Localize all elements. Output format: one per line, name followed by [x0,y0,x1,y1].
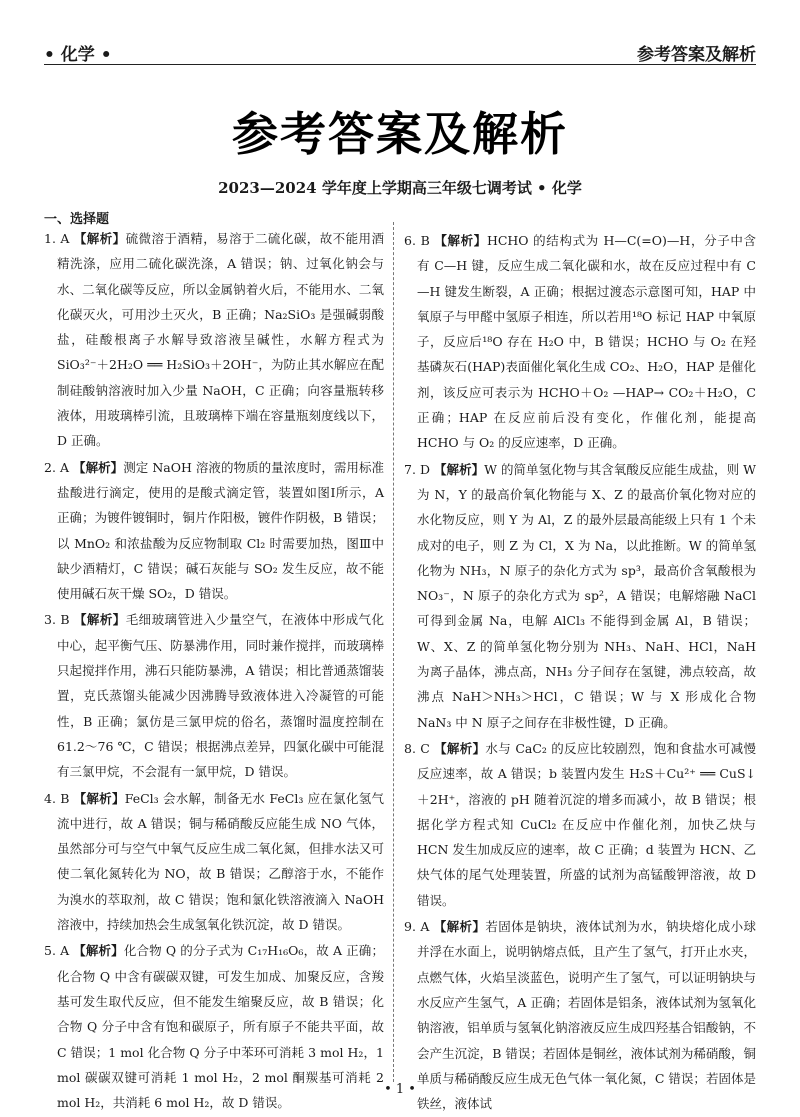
page-number: • 1 • [384,1082,416,1097]
answer-text: 水与 CaC₂ 的反应比较剧烈，饱和食盐水可减慢反应速率，故 A 错误；b 装置内发生 H₂S＋Cu²⁺ ══ CuS↓＋2H⁺，溶液的 pH 随着沉淀的增多而减小，故 B 错误；根据化学方程式知 CuCl₂ 在反应中作催化剂，加快乙炔与 HCN 发生加成反应的速率，故 C 正确；d 装置为 HCN、乙炔气体的尾气处理装置，所盛的试剂为高锰酸钾溶液，故 D 错误。 [417,740,756,908]
answer-text: FeCl₃ 会水解，制备无水 FeCl₃ 应在氯化氢气流中进行，故 A 错误；铜与稀硝酸反应能生成 NO 气体，虽然部分可与空气中氧气反应生成二氧化氮，但排水法又可使二氧化氮转化为 NO，故 B 错误；乙醇溶于水，不能作为溴水的萃取剂，故 C 错误；饱和氯化铁溶液滴入 NaOH 溶液中，持续加热会生成氢氧化铁沉淀，故 D 错误。 [57,790,384,933]
page-title: 参考答案及解析 [232,107,568,161]
question-6: 6. B 【解析】HCHO 的结构式为 H—C(=O)—H，分子中含有 C—H 键，反应生成二氧化碳和水，故在反应过程中有 C—H 键发生断裂，A 正确；根据过渡态示意图可知，HAP 中氧原子与甲醛中氢原子相连，所以若用¹⁸O 标记 HAP 中氧原子，反应后¹⁸O 存在 H₂O 中，B 错误；HCHO 与 O₂ 在羟基磷灰石(HAP)表面催化氧化生成 CO₂、H₂O，HAP 是催化剂，该反应可表示为 HCHO＋O₂ —HAP→ CO₂＋H₂O，C 正确；HAP 在反应前后没有变化，作催化剂，能提高 HCHO 与 O₂ 的反应速率，D 正确。 [404,233,756,451]
question-2: 2. A 【解析】测定 NaOH 溶液的物质的量浓度时，需用标准盐酸进行滴定，使用的是酸式滴定管，装置如图Ⅰ所示，A 正确；为镀件镀铜时，铜片作阳极，镀件作阴极，B 错误；以 MnO₂ 和浓盐酸为反应物制取 Cl₂ 时需要加热，图Ⅲ中缺少酒精灯，C 错误；碱石灰能与 SO₂ 发生反应，故不能使用碱石灰干燥 SO₂，D 错误。 [44,459,384,602]
section-heading: 一、选择题 [44,212,110,227]
answer-text: W 的简单氢化物与其含氧酸反应能生成盐，则 W 为 N，Y 的最高价氧化物能与 X、Z 的最高价氧化物对应的水化物反应，则 Y 为 Al，Z 的最外层最高能级上只有 1 个未成对的电子，则 Z 为 Cl，X 为 Na，以此推断。W 的简单氢化物为 NH₃，N 原子的杂化方式为 sp³，最高价含氧酸根为 NO₃⁻，N 原子的杂化方式为 sp²，A 错误；电解熔融 NaCl 可得到金属 Na，电解 AlCl₃ 不能得到金属 Al，B 错误；W、X、Z 的简单氢化物分别为 NH₃、NaH、HCl，NaH 为离子晶体，沸点高，NH₃ 分子间存在氢键，沸点较高，故沸点 NaH＞NH₃＞HCl，C 错误；W 与 X 形成化合物 NaN₃ 中 N 原子之间存在非极性键，D 正确。 [417,461,756,730]
question-5: 5. A 【解析】化合物 Q 的分子式为 C₁₇H₁₆O₆，故 A 正确；化合物 Q 中含有碳碳双键，可发生加成、加聚反应，含羧基可发生取代反应，但不能发生缩聚反应，故 B 错误；化合物 Q 分子中含有饱和碳原子，所有原子不能共平面，故 C 错误；1 mol 化合物 Q 分子中苯环可消耗 3 mol H₂，1 mol 碳碳双键可消耗 1 mol H₂，2 mol 酮羰基可消耗 2 mol H₂，共消耗 6 mol H₂，故 D 错误。 [44,943,384,1111]
right-column [404,228,756,1117]
header-title: 参考答案及解析 [637,45,756,65]
answer-text: 若固体是钠块，液体试剂为水，钠块熔化成小球并浮在水面上，说明钠熔点低，且产生了氢气，打开止水夹，点燃气体，火焰呈淡蓝色，说明产生了氢气，可以证明钠块与水反应产生氢气，A 正确；若固体是铝条，液体试剂为氢氧化钠溶液，铝单质与氢氧化钠溶液反应生成四羟基合铝酸钠，不会产生沉淀，B 错误；若固体是铜丝，液体试剂为稀硝酸，铜单质与稀硝酸反应生成无色气体一氧化氮，C 错误；若固体是铁丝，液体试 [417,919,756,1112]
question-8: 8. C 【解析】水与 CaC₂ 的反应比较剧烈，饱和食盐水可减慢反应速率，故 A 错误；b 装置内发生 H₂S＋Cu²⁺ ══ CuS↓＋2H⁺，溶液的 pH 随着沉淀的增多而减小，故 B 错误；根据化学方程式知 CuCl₂ 在反应中作催化剂，加快乙炔与 HCN 发生加成反应的速率，故 C 正确；d 装置为 HCN、乙炔气体的尾气处理装置，所盛的试剂为高锰酸钾溶液，故 D 错误。 [404,740,756,908]
answer-text: HCHO 的结构式为 H—C(=O)—H，分子中含有 C—H 键，反应生成二氧化碳和水，故在反应过程中有 C—H 键发生断裂，A 正确；根据过渡态示意图可知，HAP 中氧原子与甲醛中氢原子相连，所以若用¹⁸O 标记 HAP 中氧原子，反应后¹⁸O 存在 H₂O 中，B 错误；HCHO 与 O₂ 在羟基磷灰石(HAP)表面催化氧化生成 CO₂、H₂O，HAP 是催化剂，该反应可表示为 HCHO＋O₂ —HAP→ CO₂＋H₂O，C 正确；HAP 在反应前后没有变化，作催化剂，能提高 HCHO 与 O₂ 的反应速率，D 正确。 [417,233,756,451]
page-header [44,40,756,65]
question-4: 4. B 【解析】FeCl₃ 会水解，制备无水 FeCl₃ 应在氯化氢气流中进行，故 A 错误；铜与稀硝酸反应能生成 NO 气体，虽然部分可与空气中氧气反应生成二氧化氮，但排水法又可使二氧化氮转化为 NO，故 B 错误；乙醇溶于水，不能作为溴水的萃取剂，故 C 错误；饱和氯化铁溶液滴入 NaOH 溶液中，持续加热会生成氢氧化铁沉淀，故 D 错误。 [44,790,384,933]
left-column [44,226,384,1116]
question-1: 1. A 【解析】硫微溶于酒精，易溶于二硫化碳，故不能用酒精洗涤，应用二硫化碳洗涤，A 错误；钠、过氧化钠会与水、二氧化碳等反应，所以金属钠着火后，不能用水、二氧化碳灭火，可用沙土灭火，B 正确；Na₂SiO₃ 是强碱弱酸盐，硅酸根离子水解导致溶液呈碱性，水解方程式为 SiO₃²⁻＋2H₂O ══ H₂SiO₃＋2OH⁻，为防止其水解应在配制硅酸钠溶液时加入少量 NaOH，C 正确；向容量瓶转移液体，用玻璃棒引流，且玻璃棒下端在容量瓶刻度线以下，D 正确。 [44,231,384,449]
answer-text: 硫微溶于酒精，易溶于二硫化碳，故不能用酒精洗涤，应用二硫化碳洗涤，A 错误；钠、过氧化钠会与水、二氧化碳等反应，所以金属钠着火后，不能用水、二氧化碳灭火，可用沙土灭火，B 正确；Na₂SiO₃ 是强碱弱酸盐，硅酸根离子水解导致溶液呈碱性，水解方程式为 SiO₃²⁻＋2H₂O ══ H₂SiO₃＋2OH⁻，为防止其水解应在配制硅酸钠溶液时加入少量 NaOH，C 正确；向容量瓶转移液体，用玻璃棒引流，且玻璃棒下端在容量瓶刻度线以下，D 正确。 [57,231,384,449]
answer-text: 毛细玻璃管进入少量空气，在液体中形成气化中心，起平衡气压、防暴沸作用，同时兼作搅拌，而玻璃棒只起搅拌作用，沸石只能防暴沸，A 错误；相比普通蒸馏装置，克氏蒸馏头能减少因沸腾导致液体进入冷凝管的可能性，B 正确；氯仿是三氯甲烷的俗名，蒸馏时温度控制在 61.2～76 ℃，C 错误；根据沸点差异，四氯化碳中可能混有三氯甲烷，不会混有一氯甲烷，D 错误。 [57,612,384,780]
exam-subtitle: 2023—2024 学年度上学期高三年级七调考试 • 化学 [218,179,582,197]
question-3: 3. B 【解析】毛细玻璃管进入少量空气，在液体中形成气化中心，起平衡气压、防暴沸作用，同时兼作搅拌，而玻璃棒只起搅拌作用，沸石只能防暴沸，A 错误；相比普通蒸馏装置，克氏蒸馏头能减少因沸腾导致液体进入冷凝管的可能性，B 正确；氯仿是三氯甲烷的俗名，蒸馏时温度控制在 61.2～76 ℃，C 错误；根据沸点差异，四氯化碳中可能混有三氯甲烷，不会混有一氯甲烷，D 错误。 [44,612,384,780]
answer-text: 测定 NaOH 溶液的物质的量浓度时，需用标准盐酸进行滴定，使用的是酸式滴定管，装置如图Ⅰ所示，A 正确；为镀件镀铜时，铜片作阳极，镀件作阴极，B 错误；以 MnO₂ 和浓盐酸为反应物制取 Cl₂ 时需要加热，图Ⅲ中缺少酒精灯，C 错误；碱石灰能与 SO₂ 发生反应，故不能使用碱石灰干燥 SO₂，D 错误。 [57,459,384,602]
column-divider [393,222,394,1082]
question-7: 7. D 【解析】W 的简单氢化物与其含氧酸反应能生成盐，则 W 为 N，Y 的最高价氧化物能与 X、Z 的最高价氧化物对应的水化物反应，则 Y 为 Al，Z 的最外层最高能级上只有 1 个未成对的电子，则 Z 为 Cl，X 为 Na，以此推断。W 的简单氢化物为 NH₃，N 原子的杂化方式为 sp³，最高价含氧酸根为 NO₃⁻，N 原子的杂化方式为 sp²，A 错误；电解熔融 NaCl 可得到金属 Na，电解 AlCl₃ 不能得到金属 Al，B 错误；W、X、Z 的简单氢化物分别为 NH₃、NaH、HCl，NaH 为离子晶体，沸点高，NH₃ 分子间存在氢键，沸点较高，故沸点 NaH＞NH₃＞HCl，C 错误；W 与 X 形成化合物 NaN₃ 中 N 原子之间存在非极性键，D 正确。 [404,461,756,730]
subject-label: • 化学 • [44,45,112,65]
question-9: 9. A 【解析】若固体是钠块，液体试剂为水，钠块熔化成小球并浮在水面上，说明钠熔点低，且产生了氢气，打开止水夹，点燃气体，火焰呈淡蓝色，说明产生了氢气，可以证明钠块与水反应产生氢气，A 正确；若固体是铝条，液体试剂为氢氧化钠溶液，铝单质与氢氧化钠溶液反应生成四羟基合铝酸钠，不会产生沉淀，B 错误；若固体是铜丝，液体试剂为稀硝酸，铜单质与稀硝酸反应生成无色气体一氧化氮，C 错误；若固体是铁丝，液体试 [404,919,756,1112]
answer-text: 化合物 Q 的分子式为 C₁₇H₁₆O₆，故 A 正确；化合物 Q 中含有碳碳双键，可发生加成、加聚反应，含羧基可发生取代反应，但不能发生缩聚反应，故 B 错误；化合物 Q 分子中含有饱和碳原子，所有原子不能共平面，故 C 错误；1 mol 化合物 Q 分子中苯环可消耗 3 mol H₂，1 mol 碳碳双键可消耗 1 mol H₂，2 mol 酮羰基可消耗 2 mol H₂，共消耗 6 mol H₂，故 D 错误。 [57,943,384,1111]
